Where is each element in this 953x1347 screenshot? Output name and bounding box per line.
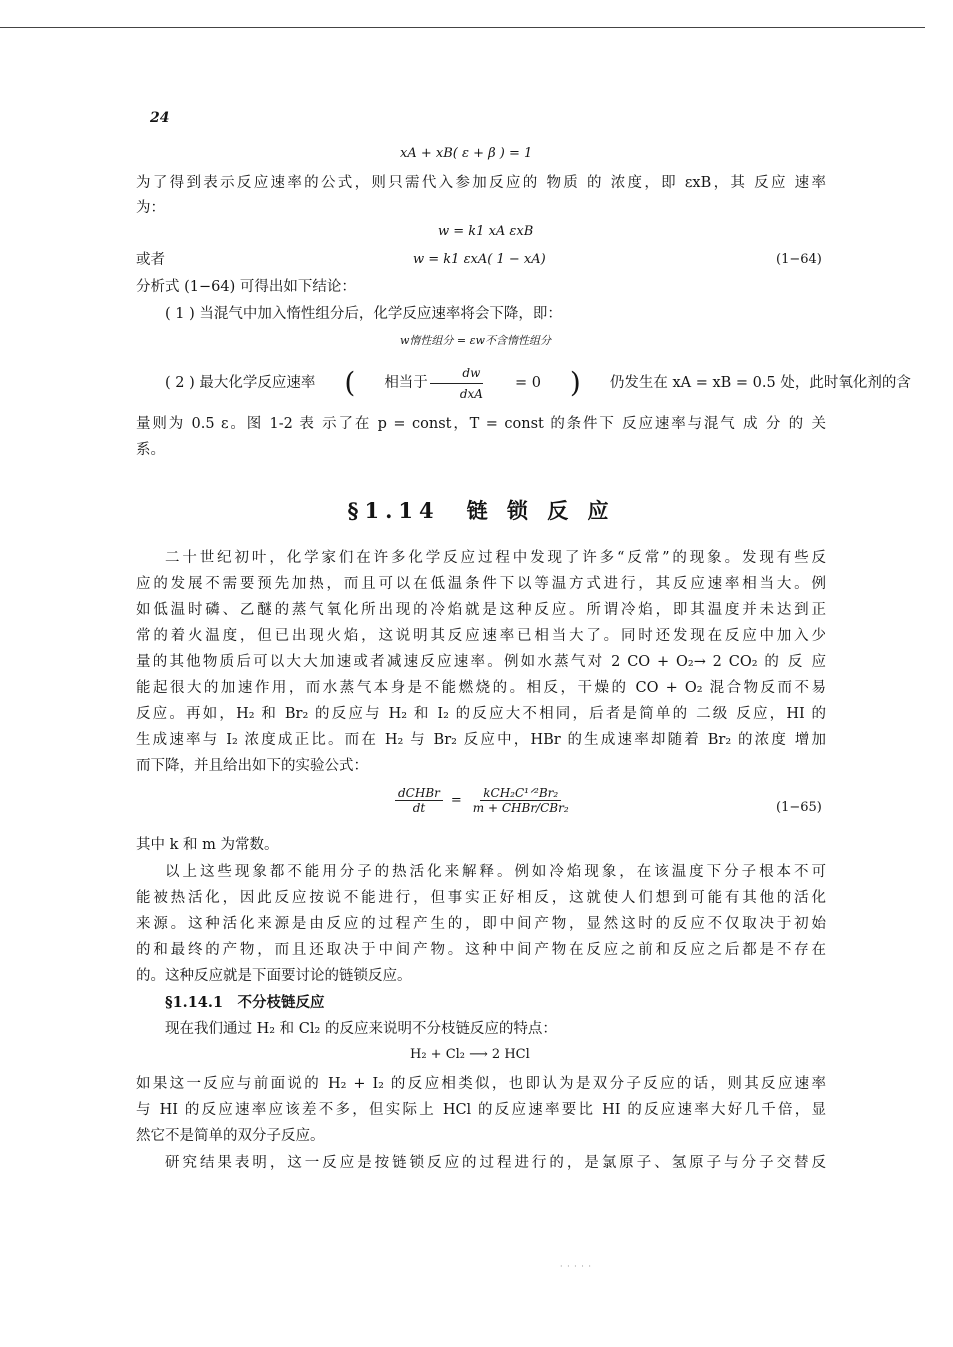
paragraph-line: 以上这些现象都不能用分子的热活化来解释。例如冷焰现象，在该温度下分子根本不可 <box>165 864 826 880</box>
equation-1-65 <box>395 786 572 815</box>
paragraph-line: 与 HI 的反应速率应该差不多，但实际上 HCl 的反应速率要比 HI 的反应速率大好几千倍，显 <box>136 1102 826 1118</box>
eq65-rhs-num: kCH₂C¹ᐟ²Br₂ <box>480 786 561 801</box>
paragraph-line: 量则为 0.5 ε。图 1-2 表 示了在 p = const，T = const 的条件下 反应速率与混气 成 分 的 关 <box>136 416 826 432</box>
conclusion-2-text-b: 相当于 <box>384 375 428 391</box>
paragraph-line: 或者 <box>136 252 165 268</box>
paragraph-line: 分析式 (1−64) 可得出如下结论： <box>136 279 356 295</box>
paragraph-line: 能被热活化，因此反应按说不能进行，但事实正好相反，这就使人们想到可能有其他的活化 <box>136 890 826 906</box>
paren-close: ) <box>569 366 581 399</box>
page-number: 24 <box>150 110 170 126</box>
eq65-rhs <box>470 786 572 815</box>
equation-number: (1−64) <box>776 252 822 267</box>
conclusion-2-text-a: ( 2 ) 最大化学反应速率 <box>165 375 316 391</box>
eq65-lhs-den: dt <box>412 801 426 815</box>
fraction-denominator: dxA <box>459 386 483 401</box>
equation-inert: w惰性组分 = εw不含惰性组分 <box>400 334 551 347</box>
equals-sign: = <box>450 793 462 808</box>
paragraph-line: 研究结果表明，这一反应是按链锁反应的过程进行的，是氯原子、氢原子与分子交替反 <box>165 1155 826 1171</box>
paragraph-line: 来源。这种活化来源是由反应的过程产生的，即中间产物，显然这时的反应不仅取决于初始 <box>136 916 826 932</box>
footer-mark: · · · · · <box>560 1262 592 1271</box>
subsection-title: §1.14.1 不分枝链反应 <box>165 994 325 1011</box>
paragraph-line: 如低温时磷、乙醚的蒸气氧化所出现的冷焰就是这种反应。所谓冷焰，即其温度并未达到正 <box>136 602 826 618</box>
paragraph-line: 应的发展不需要预先加热，而且可以在低温条件下以等温方式进行，其反应速率相当大。例 <box>136 576 826 592</box>
equation-mole-fraction: xA + xB( ε + β ) = 1 <box>400 146 533 161</box>
paragraph-line: 生成速率与 I₂ 浓度成正比。而在 H₂ 与 Br₂ 反应中，HBr 的生成速率却随着 Br₂ 的浓度 增加 <box>136 732 826 748</box>
paragraph-line: 而下降，并且给出如下的实验公式： <box>136 758 368 774</box>
paragraph-line: 的。这种反应就是下面要讨论的链锁反应。 <box>136 968 412 984</box>
paragraph-line: 常的着火温度，但已出现火焰，这说明其反应速率已相当大了。同时还发现在反应中加入少 <box>136 628 826 644</box>
eq65-lhs-num: dCHBr <box>395 786 443 801</box>
paragraph-line: 然它不是简单的双分子反应。 <box>136 1128 325 1144</box>
paragraph-line: 如果这一反应与前面说的 H₂ + I₂ 的反应相类似，也即认为是双分子反应的话，则其反应速率 <box>136 1076 826 1092</box>
fraction-numerator: dw <box>430 363 483 384</box>
equation-hcl: H₂ + Cl₂ ⟶ 2 HCl <box>410 1047 530 1062</box>
equation-number: (1−65) <box>776 800 822 815</box>
eq65-lhs <box>395 786 443 815</box>
paragraph-line: 能起很大的加速作用，而水蒸气本身是不能燃烧的。相反，干燥的 CO + O₂ 混合物反而不易 <box>136 680 826 696</box>
conclusion-1: ( 1 ) 当混气中加入惰性组分后，化学反应速率将会下降，即： <box>165 306 562 322</box>
conclusion-2-text-d: 仍发生在 xA = xB = 0.5 处，此时氧化剂的含 <box>609 375 911 391</box>
equation-rate-1: w = k1 xA εxB <box>438 224 534 239</box>
paragraph-line: 其中 k 和 m 为常数。 <box>136 837 279 853</box>
paragraph-line: 反应。再如，H₂ 和 Br₂ 的反应与 H₂ 和 I₂ 的反应大不相同，后者是简单的 二级 反应，HI 的 <box>136 706 826 722</box>
paragraph-line: 量的其他物质后可以大大加速或者减速反应速率。例如水蒸气对 2 CO + O₂→ 2 CO₂ 的 反 应 <box>136 654 826 670</box>
conclusion-2 <box>136 365 911 401</box>
paren-open: ( <box>344 366 356 399</box>
conclusion-2-text-c: = 0 <box>514 375 541 391</box>
paragraph-line: 二十世纪初叶，化学家们在许多化学反应过程中发现了许多“反常”的现象。发现有些反 <box>165 550 826 566</box>
derivative-fraction <box>428 363 486 404</box>
equation-rate-2: w = k1 εxA( 1 − xA) <box>413 252 546 267</box>
paragraph-line: 现在我们通过 H₂ 和 Cl₂ 的反应来说明不分枝链反应的特点： <box>165 1021 557 1037</box>
paragraph-line: 为： <box>136 200 165 216</box>
paragraph-line: 为了得到表示反应速率的公式，则只需代入参加反应的 物质 的 浓度，即 εxB，其 反应 速率 <box>136 175 826 191</box>
section-title: §1.14 链 锁 反 应 <box>347 498 615 523</box>
top-rule <box>0 27 925 28</box>
eq65-rhs-den: m + CHBr/CBr₂ <box>472 801 569 815</box>
paragraph-line: 的和最终的产物，而且还取决于中间产物。这种中间产物在反应之前和反应之后都是不存在 <box>136 942 826 958</box>
paragraph-line: 系。 <box>136 442 165 458</box>
